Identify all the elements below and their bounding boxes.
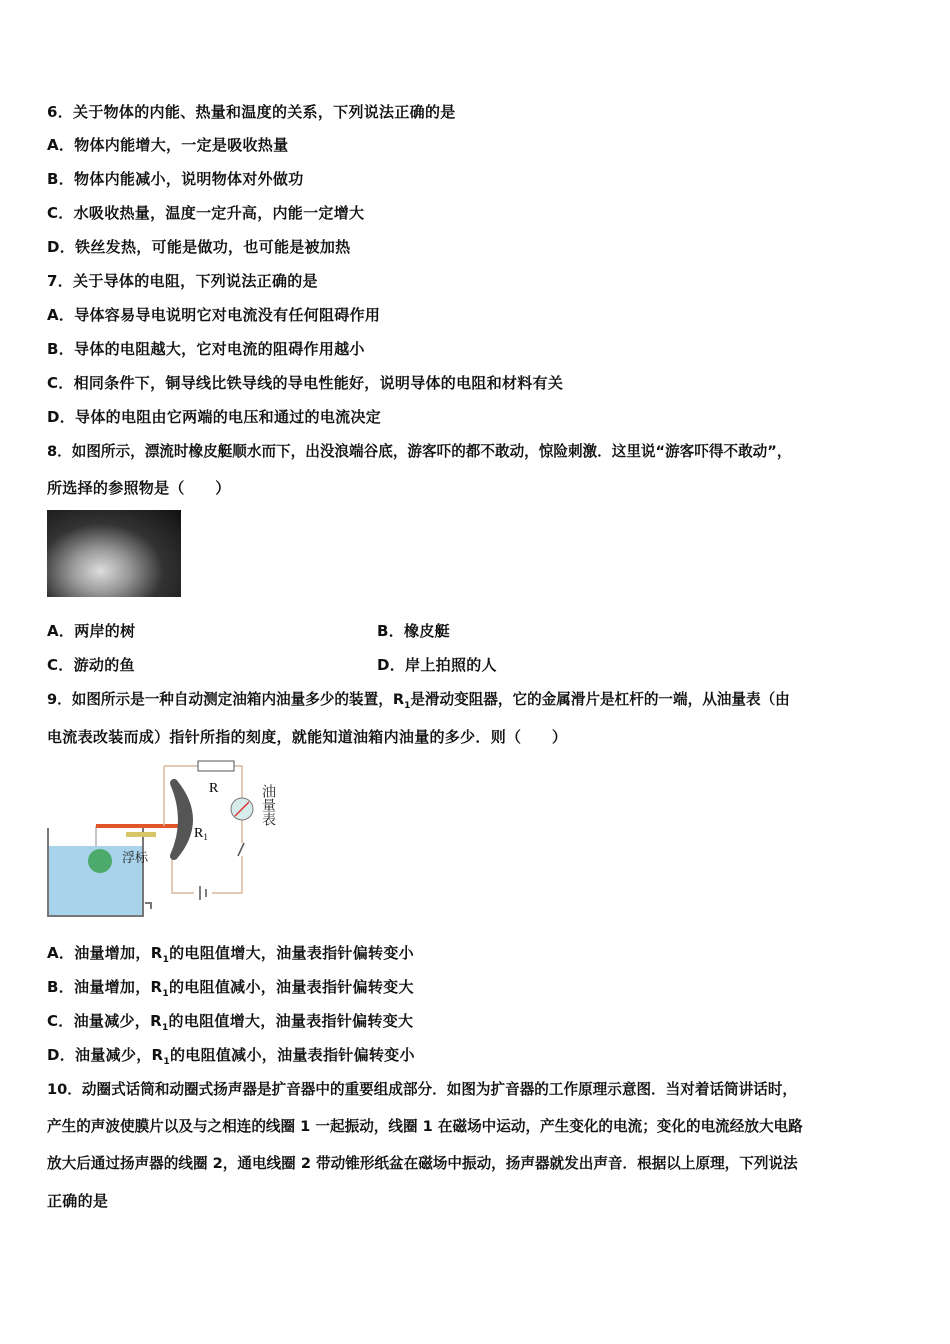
q7-stem: 7．关于导体的电阻，下列说法正确的是 xyxy=(47,272,318,290)
resistor-r xyxy=(198,761,234,771)
q6-option-b: B．物体内能减小，说明物体对外做功 xyxy=(47,170,304,188)
q7-option-a: A．导体容易导电说明它对电流没有任何阻碍作用 xyxy=(47,306,381,324)
q6-option-a: A．物体内能增大，一定是吸收热量 xyxy=(47,136,289,154)
oil-gauge-circuit-diagram xyxy=(44,758,294,923)
q9-option-d: D．油量减少，$R_1$的电阻值减小，油量表指针偏转变小 xyxy=(47,1046,415,1067)
label-r1: $R_1$ xyxy=(194,826,208,842)
float-label: 浮标 xyxy=(122,851,149,866)
q9-option-a: A．油量增加，$R_1$的电阻值增大，油量表指针偏转变小 xyxy=(47,944,414,965)
q10-stem-line3: 放大后通过扬声器的线圈 2，通电线圈 2 带动锥形纸盆在磁场中振动，扬声器就发出声音．根据以上原理，下列说法 xyxy=(47,1155,798,1172)
q8-option-d: D．岸上拍照的人 xyxy=(377,656,497,674)
float-ball xyxy=(88,849,112,873)
q8-option-c: C．游动的鱼 xyxy=(47,656,135,674)
q8-option-a: A．两岸的树 xyxy=(47,622,136,640)
label-r: R xyxy=(209,781,219,796)
q8-option-b: B．橡皮艇 xyxy=(377,622,450,640)
q7-option-b: B．导体的电阻越大，它对电流的阻碍作用越小 xyxy=(47,340,365,358)
q10-stem-line1: 10．动圈式话筒和动圈式扬声器是扩音器中的重要组成部分．如图为扩音器的工作原理示意图．当对着话筒讲话时， xyxy=(47,1081,798,1098)
q8-stem-line2: 所选择的参照物是（ ） xyxy=(47,479,231,497)
rafting-photo xyxy=(47,510,181,597)
q10-stem-line4: 正确的是 xyxy=(47,1192,109,1210)
q7-option-d: D．导体的电阻由它两端的电压和通过的电流决定 xyxy=(47,408,382,426)
pivot xyxy=(126,832,156,837)
tap-icon xyxy=(145,903,151,909)
oil-meter-label: 油量表 xyxy=(260,784,276,826)
q9-stem-line2: 电流表改装而成）指针所指的刻度，就能知道油箱内油量的多少．则（ ） xyxy=(47,728,568,746)
q6-option-c: C．水吸收热量，温度一定升高，内能一定增大 xyxy=(47,204,365,222)
switch-icon xyxy=(238,843,244,856)
q7-option-c: C．相同条件下，铜导线比铁导线的导电性能好，说明导体的电阻和材料有关 xyxy=(47,374,564,392)
q10-stem-line2: 产生的声波使膜片以及与之相连的线圈 1 一起振动，线圈 1 在磁场中运动，产生变化的电流；变化的电流经放大电路 xyxy=(47,1118,803,1135)
q9-option-c: C．油量减少，$R_1$的电阻值增大，油量表指针偏转变大 xyxy=(47,1012,414,1033)
q6-stem: 6．关于物体的内能、热量和温度的关系，下列说法正确的是 xyxy=(47,103,456,121)
q9-stem-line1: 9．如图所示是一种自动测定油箱内油量多少的装置，$R_1$是滑动变阻器，它的金属滑片是杠杆的一端，从油量表（由 xyxy=(47,691,790,711)
q9-option-b: B．油量增加，$R_1$的电阻值减小，油量表指针偏转变大 xyxy=(47,978,414,999)
variable-resistor-r1 xyxy=(174,783,189,856)
q6-option-d: D．铁丝发热，可能是做功，也可能是被加热 xyxy=(47,238,351,256)
q8-stem-line1: 8．如图所示，漂流时橡皮艇顺水而下，出没浪端谷底，游客吓的都不敢动，惊险刺激．这里说“游客吓得不敢动”， xyxy=(47,443,792,460)
